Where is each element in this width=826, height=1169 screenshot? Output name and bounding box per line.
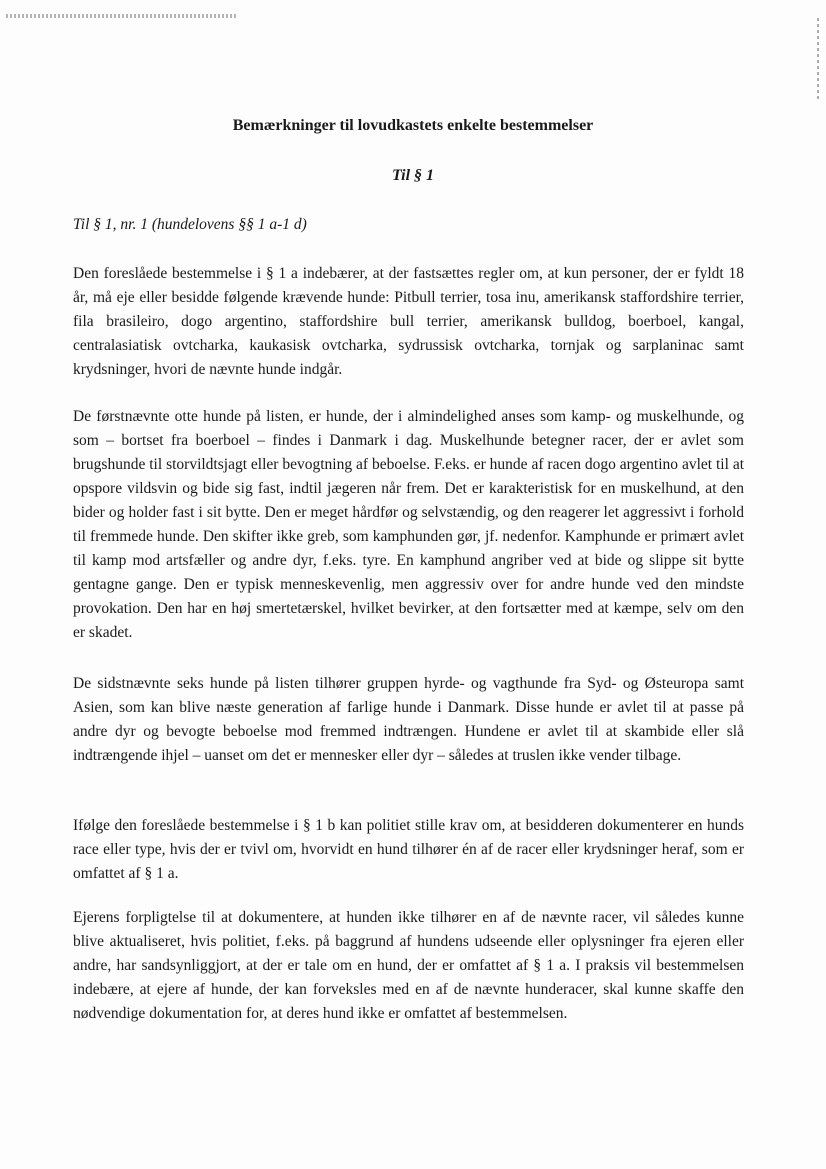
scan-artifact-right (817, 18, 819, 100)
page-title: Bemærkninger til lovudkastets enkelte bestemmelser (232, 117, 594, 134)
paragraph: De førstnævnte otte hunde på listen, er hunde, der i almindelighed anses som kamp- og muskelhunde, og som – bortset fra boerboel – findes i Danmark i dag. Muskelhunde betegner racer, der er avlet som brugshunde til storvildtsjagt eller bevogtning af beboelse. F.eks. er hunde af racen dogo argentino avlet til at opspore vildsvin og bide sig fast, indtil jægeren når frem. Det er karakteristisk for en muskelhund, at den bider og holder fast i sit bytte. Den er meget hårdfør og selvstændig, og den reagerer let aggressivt i forhold til fremmede hunde. Den skifter ikke greb, som kamphunden gør, jf. nedenfor. Kamphunde er primært avlet til kamp mod artsfæller og andre dyr, f.eks. tyre. En kamphund angriber ved at bide og slippe sit bytte gentagne gange. Den er typisk menneskevenlig, men aggressiv over for andre hunde ved den mindste provokation. Den har en høj smertetærskel, hvilket bevirker, at den fortsætter med at kæmpe, selv om den er skadet. (73, 408, 744, 641)
subsection-label: Til § 1, nr. 1 (hundelovens §§ 1 a-1 d) (73, 216, 307, 233)
section-title: Til § 1 (391, 167, 435, 184)
paragraph: De sidstnævnte seks hunde på listen tilhører gruppen hyrde- og vagthunde fra Syd- og Østeuropa samt Asien, som kan blive næste generation af farlige hunde i Danmark. Disse hunde er avlet til at passe på andre dyr og bevogte beboelse mod fremmed indtrængen. Hundene er avlet til at skambide eller slå indtrængende ihjel – uanset om det er mennesker eller dyr – således at truslen ikke vender tilbage. (73, 675, 744, 764)
paragraph: Ejerens forpligtelse til at dokumentere, at hunden ikke tilhører en af de nævnte racer, vil således kunne blive aktualiseret, hvis politiet, f.eks. på baggrund af hundens udseende eller oplysninger fra ejeren eller andre, har sandsynliggjort, at der er tale om en hund, der er omfattet af § 1 a. I praksis vil bestemmelsen indebære, at ejere af hunde, der kan forveksles med en af de nævnte hunderacer, skal kunne skaffe den nødvendige dokumentation for, at deres hund ikke er omfattet af bestemmelsen. (73, 909, 744, 1022)
scan-artifact-top (6, 14, 238, 18)
paragraph: Ifølge den foreslåede bestemmelse i § 1 b kan politiet stille krav om, at besidderen dokumenterer en hunds race eller type, hvis der er tvivl om, hvorvidt en hund tilhører én af de racer eller krydsninger heraf, som er omfattet af § 1 a. (73, 817, 744, 882)
paragraph: Den foreslåede bestemmelse i § 1 a indebærer, at der fastsættes regler om, at kun personer, der er fyldt 18 år, må eje eller besidde følgende krævende hunde: Pitbull terrier, tosa inu, amerikansk staffordshire terrier, fila brasileiro, dogo argentino, staffordshire bull terrier, amerikansk bulldog, boerboel, kangal, centralasiatisk ovtcharka, kaukasisk ovtcharka, sydrussisk ovtcharka, tornjak og sarplaninac samt krydsninger, hvori de nævnte hunde indgår. (73, 265, 744, 378)
